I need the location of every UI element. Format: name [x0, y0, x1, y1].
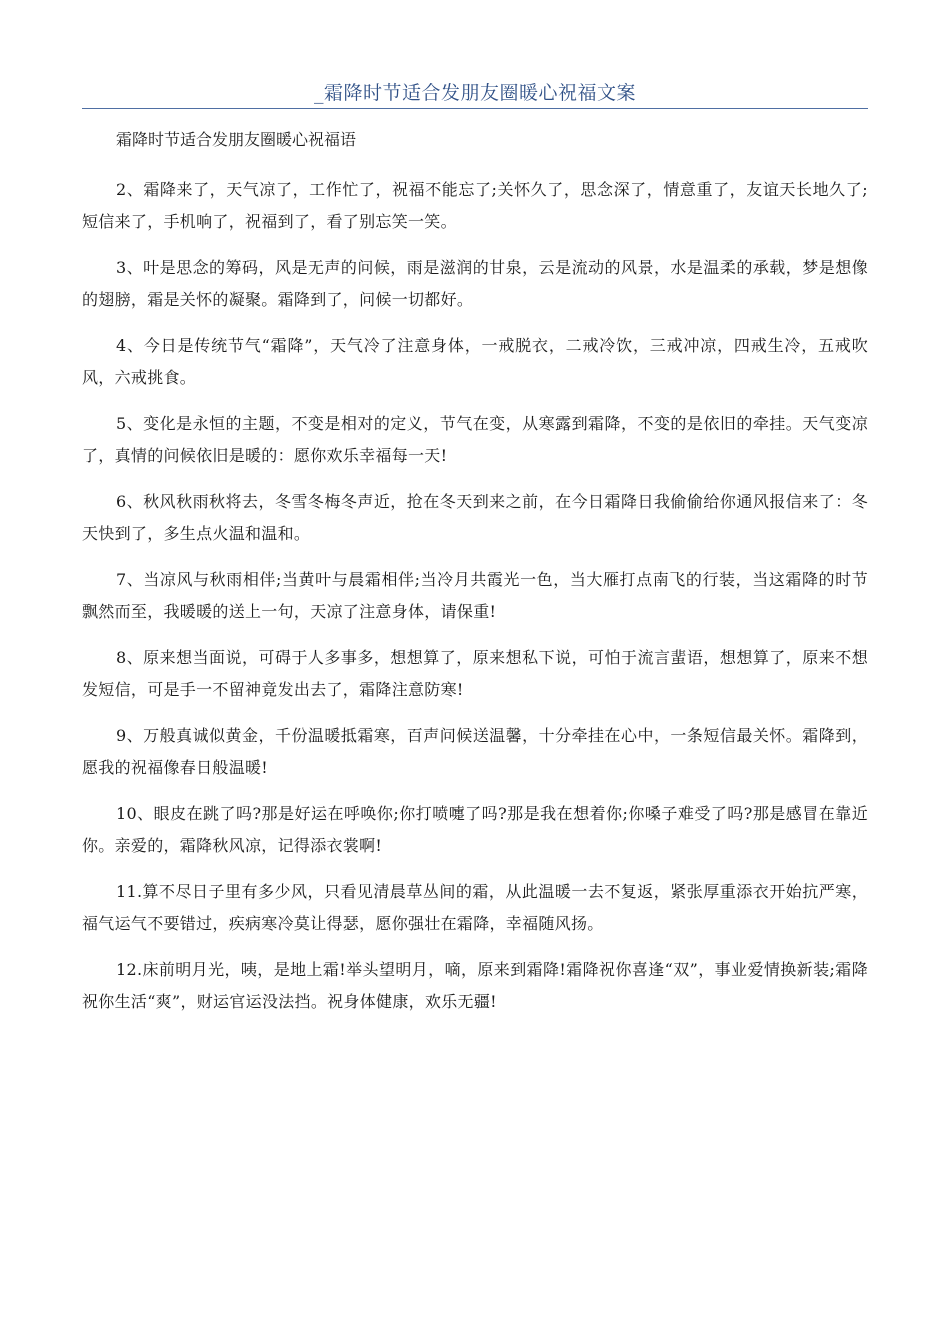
document-body	[82, 126, 868, 1032]
paragraph: 8、原来想当面说，可碍于人多事多，想想算了，原来想私下说，可怕于流言蜚语，想想算了，原来不想发短信，可是手一不留神竟发出去了，霜降注意防寒!	[82, 648, 868, 699]
paragraph: 6、秋风秋雨秋将去，冬雪冬梅冬声近，抢在冬天到来之前，在今日霜降日我偷偷给你通风报信来了：冬天快到了，多生点火温和温和。	[82, 492, 868, 543]
paragraph: 7、当凉风与秋雨相伴;当黄叶与晨霜相伴;当冷月共霞光一色，当大雁打点南飞的行装，当这霜降的时节飘然而至，我暖暖的送上一句，天凉了注意身体，请保重!	[82, 570, 868, 621]
document-header	[82, 78, 868, 109]
paragraph: 10、眼皮在跳了吗?那是好运在呼唤你;你打喷嚏了吗?那是我在想着你;你嗓子难受了吗?那是感冒在靠近你。亲爱的，霜降秋风凉，记得添衣裳啊!	[82, 804, 868, 855]
paragraph: 3、叶是思念的筹码，风是无声的问候，雨是滋润的甘泉，云是流动的风景，水是温柔的承载，梦是想像的翅膀，霜是关怀的凝聚。霜降到了，问候一切都好。	[82, 258, 868, 309]
paragraph: 11.算不尽日子里有多少风，只看见清晨草丛间的霜，从此温暖一去不复返，紧张厚重添衣开始抗严寒，福气运气不要错过，疾病寒冷莫让得瑟，愿你强壮在霜降，幸福随风扬。	[82, 882, 868, 933]
paragraph: 2、霜降来了，天气凉了，工作忙了，祝福不能忘了;关怀久了，思念深了，情意重了，友谊天长地久了;短信来了，手机响了，祝福到了，看了别忘笑一笑。	[82, 180, 868, 231]
paragraph: 5、变化是永恒的主题，不变是相对的定义，节气在变，从寒露到霜降，不变的是依旧的牵挂。天气变凉了，真情的问候依旧是暖的：愿你欢乐幸福每一天!	[82, 414, 868, 465]
header-title: _霜降时节适合发朋友圈暖心祝福文案	[313, 82, 636, 104]
paragraph: 9、万般真诚似黄金，千份温暖抵霜寒，百声问候送温馨，十分牵挂在心中，一条短信最关怀。霜降到，愿我的祝福像春日般温暖!	[82, 726, 868, 777]
paragraph: 4、今日是传统节气“霜降”，天气冷了注意身体，一戒脱衣，二戒冷饮，三戒冲凉，四戒生冷，五戒吹风，六戒挑食。	[82, 336, 868, 387]
paragraph: 12.床前明月光，咦，是地上霜!举头望明月，嘀，原来到霜降!霜降祝你喜逢“双”，事业爱情换新装;霜降祝你生活“爽”，财运官运没法挡。祝身体健康，欢乐无疆!	[82, 960, 868, 1011]
document-subtitle: 霜降时节适合发朋友圈暖心祝福语	[116, 130, 357, 149]
